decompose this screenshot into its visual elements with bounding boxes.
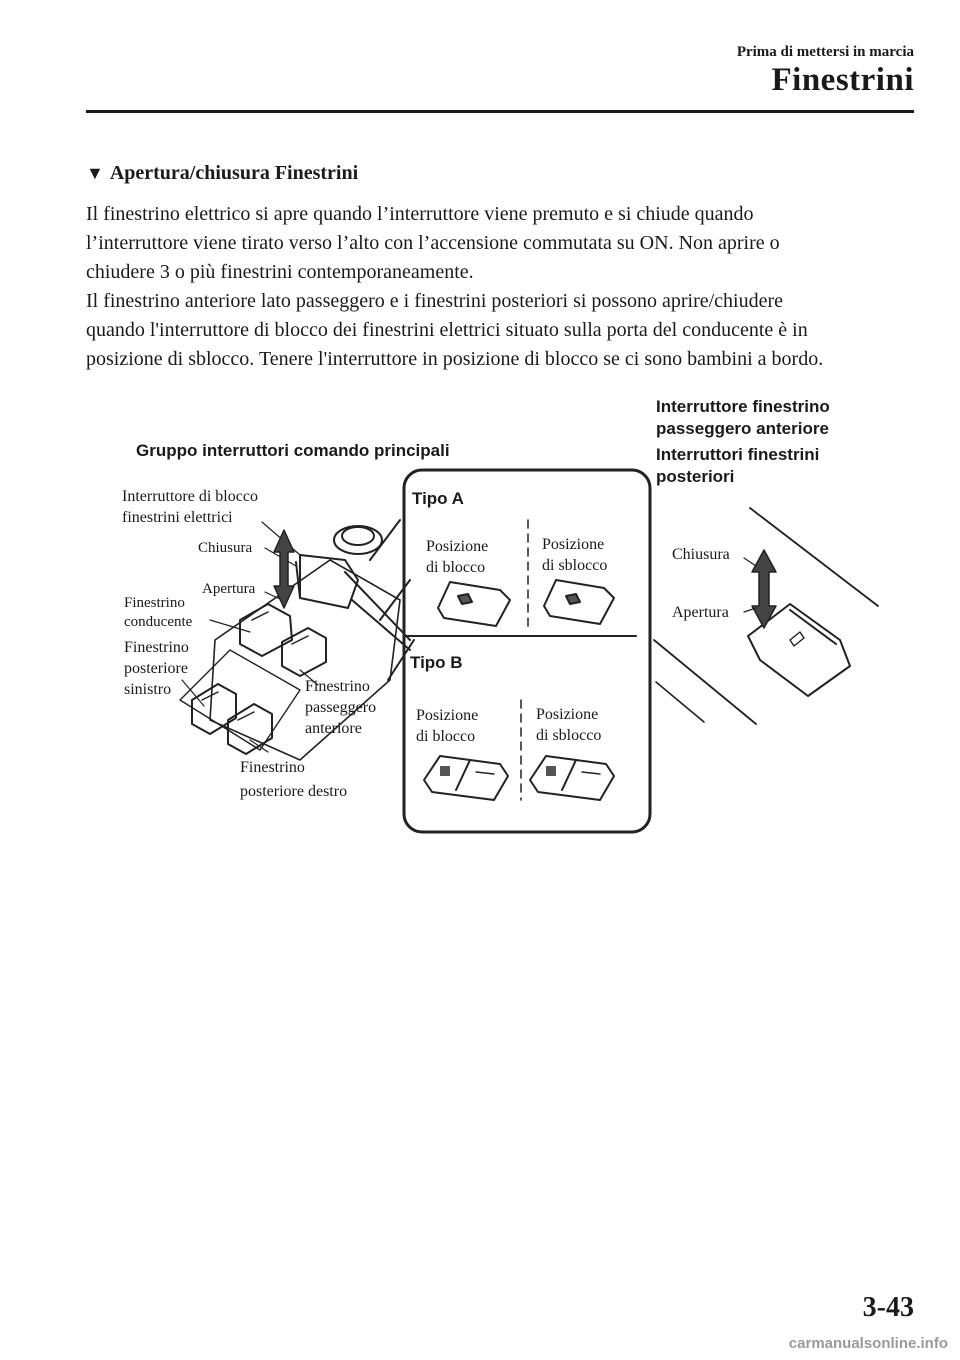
watermark: carmanualsonline.info (788, 1335, 948, 1352)
type-b-label: Tipo B (410, 653, 463, 672)
rear-switches-title: Interruttori finestrini posteriori (656, 445, 820, 486)
page-number: 3-43 (862, 1292, 914, 1323)
paragraph-line: Il finestrino elettrico si apre quando l’interruttore viene premuto e si chiude quando (86, 203, 754, 225)
type-b-unlock-position-label: Posizione di sblocco (536, 706, 602, 744)
driver-window-label: Finestrino conducente (124, 595, 193, 630)
paragraph-line: chiudere 3 o più finestrini contemporaneamente. (86, 261, 474, 283)
paragraph-line: l’interruttore viene tirato verso l’alto con l’accensione commutata su ON. Non aprire o (86, 232, 780, 254)
type-a-label: Tipo A (412, 489, 464, 508)
close-label: Chiusura (198, 540, 253, 556)
right-close-label: Chiusura (672, 546, 730, 563)
lock-switch-label: Interruttore di blocco finestrini elettrici (122, 488, 258, 526)
paragraph-line: quando l'interruttore di blocco dei finestrini elettrici situato sulla porta del conducente è in (86, 319, 808, 341)
paragraph-line: Il finestrino anteriore lato passeggero e i finestrini posteriori si possono aprire/chiudere (86, 290, 784, 312)
type-a-lock-position-label: Posizione di blocco (426, 538, 489, 576)
type-a-unlock-switch-icon (544, 580, 614, 624)
triangle-bullet-icon: ▼ (86, 163, 104, 183)
rear-left-window-label: Finestrino posteriore sinistro (124, 639, 189, 698)
paragraph-line: posizione di sblocco. Tenere l'interruttore in posizione di blocco se ci sono bambini a bordo. (86, 348, 824, 370)
type-a-unlock-position-label: Posizione di sblocco (542, 536, 608, 574)
open-label: Apertura (202, 581, 256, 597)
type-b-lock-position-label: Posizione di blocco (416, 707, 479, 745)
rear-right-window-label: Finestrino posteriore destro (240, 759, 348, 800)
type-b-lock-switch-icon (424, 756, 508, 800)
running-header: Prima di mettersi in marcia (736, 44, 914, 60)
right-open-label: Apertura (672, 604, 729, 621)
type-b-unlock-switch-icon (530, 756, 614, 800)
section-heading-text: Apertura/chiusura Finestrini (109, 162, 359, 184)
passenger-switch-title: Interruttore finestrino passeggero anteriore (656, 397, 830, 438)
front-passenger-window-label: Finestrino passeggero anteriore (305, 678, 377, 737)
chapter-title: Finestrini (771, 62, 914, 98)
main-group-title: Gruppo interruttori comando principali (136, 441, 450, 460)
type-a-lock-switch-icon (438, 582, 510, 626)
